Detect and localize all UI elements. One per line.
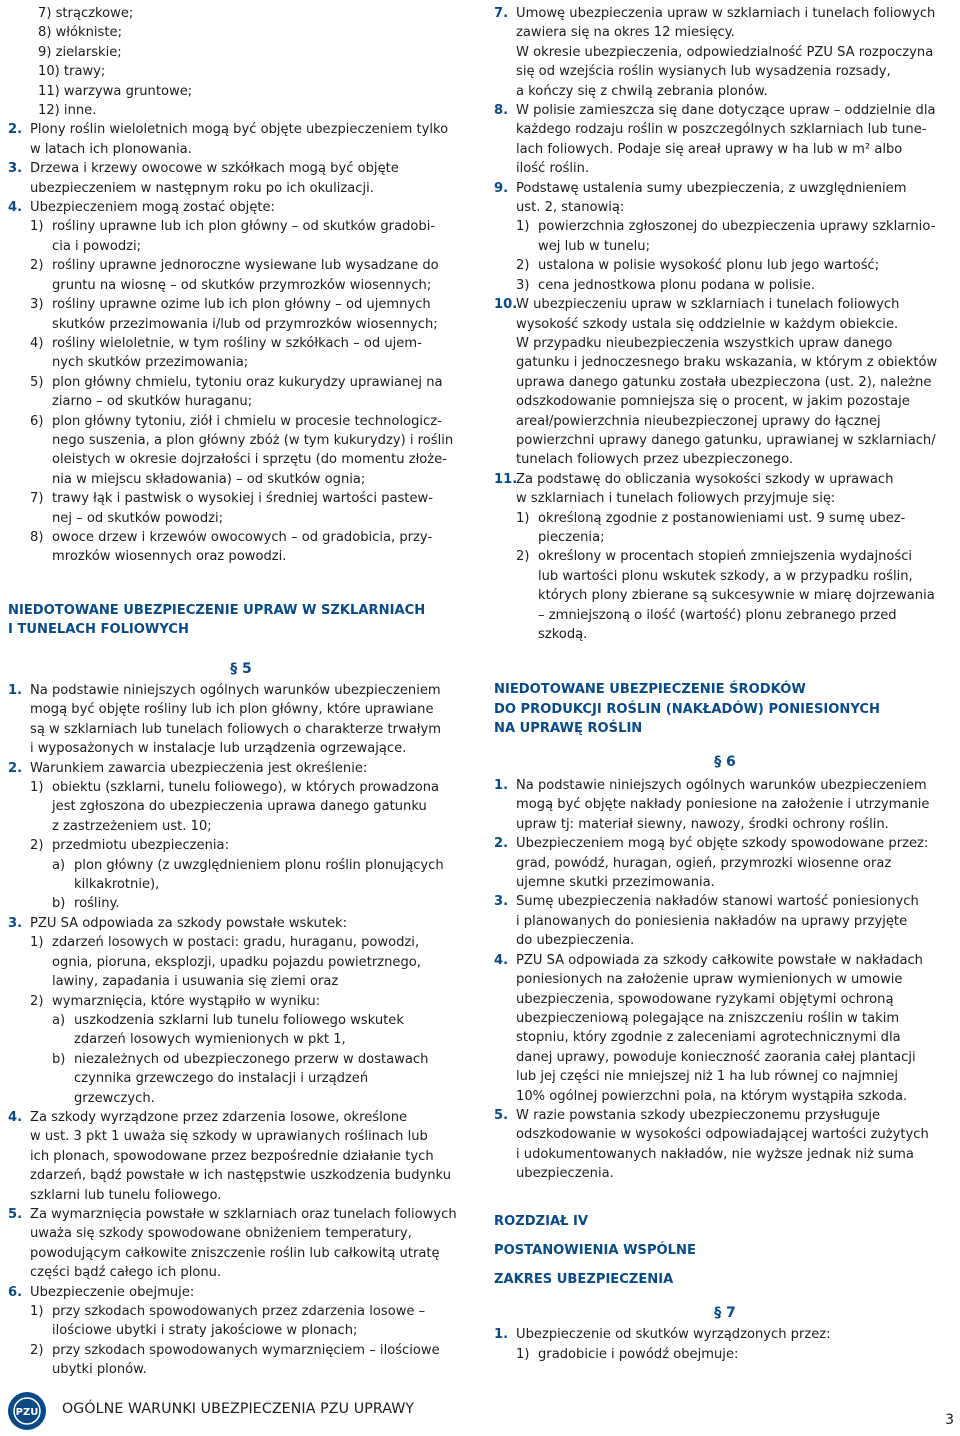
- text-line: i wyposażonych w instalacje lub urządzenia ogrzewające.: [30, 741, 407, 757]
- item-number: 7.: [494, 6, 509, 21]
- text-line: uprawa danego gatunku została ubezpieczona (ust. 2), należne: [516, 374, 932, 390]
- text-line: uszkodzenia szklarni lub tunelu foliowego wskutek: [74, 1012, 404, 1028]
- sub-item: [516, 256, 956, 275]
- item-number: 8.: [494, 103, 509, 119]
- sub-item: [516, 509, 956, 548]
- item-number: 1.: [494, 1327, 509, 1343]
- text-line: powodującym całkowite zniszczenie roślin lub całkowitą utratę: [30, 1245, 440, 1261]
- sub-marker: 2): [516, 258, 530, 274]
- text-line: W okresie ubezpieczenia, odpowiedzialność PZU SA rozpoczyna: [516, 44, 934, 60]
- text-line: Ubezpieczeniem mogą zostać objęte:: [30, 200, 275, 216]
- text-line: rośliny wieloletnie, w tym rośliny w szkółkach – od ujem-: [52, 335, 422, 351]
- text-line: każdego rodzaju roślin w poszczególnych szklarniach lub tune-: [516, 122, 927, 138]
- text-line: PZU SA odpowiada za szkody całkowite powstałe w nakładach: [516, 952, 923, 968]
- numbered-item: [8, 1205, 474, 1283]
- text-line: Za podstawę do obliczania wysokości szkody w uprawach: [516, 471, 894, 487]
- text-line: gradobicie i powódź obejmuje:: [538, 1346, 739, 1362]
- right-column: [494, 4, 956, 1364]
- text-line: gruntu na wiosnę – od skutków przymrozków wiosennych;: [52, 277, 432, 293]
- text-line: poniesionych na założenie upraw wymienionych w umowie: [516, 972, 903, 988]
- item-number: 4.: [8, 200, 23, 216]
- chapter-subtitle: ZAKRES UBEZPIECZENIA: [494, 1272, 674, 1288]
- section-heading: DO PRODUKCJI ROŚLIN (NAKŁADÓW) PONIESIONYCH: [494, 701, 880, 717]
- numbered-item: [8, 159, 474, 198]
- text-line: W polisie zamieszcza się dane dotyczące upraw – oddzielnie dla: [516, 103, 936, 119]
- sub-marker: 1): [30, 1304, 44, 1319]
- text-line: rośliny uprawne jednoroczne wysiewane lub wysadzane do: [52, 258, 439, 274]
- text-line: się od wzejścia roślin wysianych lub wysadzenia rozsady,: [516, 64, 891, 80]
- text-line: nego suszenia, a plon główny zbóż (w tym kukurydzy) i roślin: [52, 432, 454, 448]
- item-number: 2.: [8, 122, 23, 138]
- text-line: ust. 2, stanowią:: [516, 200, 625, 216]
- numbered-item: [494, 834, 956, 892]
- text-line: ognia, pioruna, eksplozji, upadku pojazdu powietrznego,: [52, 954, 421, 970]
- sub-marker: 2): [30, 993, 44, 1009]
- text-line: grad, powódź, huragan, ogień, przymrozki wiosenne oraz: [516, 855, 892, 871]
- text-line: ziarno – od skutków huraganu;: [52, 394, 253, 410]
- sub-marker: 6): [30, 413, 44, 429]
- paragraph-sign: § 5: [230, 660, 252, 677]
- text-line: wysokość szkody ustala się oddzielnie w każdym obiekcie.: [516, 316, 899, 332]
- text-line: określoną zgodnie z postanowieniami ust. 9 sumę ubez-: [538, 510, 906, 526]
- sub-item: [30, 373, 474, 412]
- list-line: 7) strączkowe;: [38, 6, 134, 21]
- text-line: Ubezpieczenie od skutków wyrządzonych przez:: [516, 1327, 831, 1343]
- text-line: ich plonach, spowodowane przez bezpośrednie działanie tych: [30, 1148, 434, 1164]
- text-line: ilościowe ubytki i straty jakościowe w plonach;: [52, 1323, 358, 1339]
- text-line: skutków przezimowania i/lub od przymrozków wiosennych;: [52, 316, 438, 332]
- text-line: W razie powstania szkody ubezpieczonemu przysługuje: [516, 1107, 881, 1123]
- sub-item: [30, 295, 474, 334]
- text-line: mogą być objęte rośliny lub ich plon główny, które uprawiane: [30, 702, 434, 718]
- text-line: Ubezpieczenie obejmuje:: [30, 1284, 195, 1300]
- sub-sub-item: [30, 856, 474, 895]
- text-line: i planowanych do poniesienia nakładów na uprawy przyjęte: [516, 913, 908, 929]
- sub-marker: 2): [516, 549, 530, 565]
- sub-marker: 1): [516, 1346, 530, 1362]
- numbered-item: [494, 179, 956, 295]
- text-line: Podstawę ustalenia sumy ubezpieczenia, z uwzględnieniem: [516, 180, 907, 196]
- text-line: rośliny.: [74, 896, 120, 912]
- text-line: Drzewa i krzewy owocowe w szkółkach mogą być objęte: [30, 161, 399, 177]
- text-line: przy szkodach spowodowanych przez zdarzenia losowe –: [52, 1304, 426, 1319]
- sub-marker: 2): [30, 1342, 44, 1358]
- text-line: ubezpieczenia, spowodowane ryzykami objętymi ochroną: [516, 991, 894, 1007]
- sub-item: [516, 217, 956, 256]
- item-number: 2.: [494, 836, 509, 852]
- list-line: 12) inne.: [38, 103, 97, 119]
- paragraph-sign: § 7: [714, 1304, 736, 1321]
- text-line: W ubezpieczeniu upraw w szklarniach i tunelach foliowych: [516, 297, 900, 313]
- sub-marker: a): [52, 1012, 66, 1028]
- numbered-item: [494, 1106, 956, 1184]
- text-line: Warunkiem zawarcia ubezpieczenia jest określenie:: [30, 760, 368, 776]
- numbered-item: [494, 295, 956, 470]
- text-line: Ubezpieczeniem mogą być objęte szkody spowodowane przez:: [516, 836, 929, 852]
- numbered-item: [494, 101, 956, 179]
- text-line: rośliny uprawne ozime lub ich plon główny – od ujemnych: [52, 297, 431, 313]
- sub-marker: 8): [30, 529, 44, 545]
- text-line: odszkodowanie pomniejsza się o procent, w jakim pozostaje: [516, 394, 910, 410]
- sub-item: [30, 992, 474, 1011]
- item-number: 1.: [494, 778, 509, 794]
- item-number: 3.: [8, 161, 23, 177]
- numbered-item: [8, 759, 474, 914]
- text-line: stopniu, który zgodnie z zaleceniami agrotechnicznymi dla: [516, 1030, 901, 1046]
- text-line: lub jej części nie mniejszej niż 1 ha lub równej co najmniej: [516, 1069, 898, 1085]
- sub-item: [516, 1345, 956, 1364]
- text-line: nej – od skutków powodzi;: [52, 510, 224, 526]
- sub-sub-item: [30, 1011, 474, 1050]
- text-line: Plony roślin wieloletnich mogą być objęte ubezpieczeniem tylko: [30, 122, 449, 138]
- text-line: cia i powodzi;: [52, 238, 142, 254]
- item-number: 9.: [494, 180, 509, 196]
- sub-marker: 1): [516, 510, 530, 526]
- sub-item: [30, 778, 474, 836]
- sub-marker: a): [52, 857, 66, 873]
- chapter-title: POSTANOWIENIA WSPÓLNE: [494, 1242, 696, 1258]
- item-number: 3.: [8, 915, 23, 931]
- sub-item: [30, 412, 474, 490]
- list-line: 11) warzywa gruntowe;: [38, 83, 193, 99]
- text-line: Za szkody wyrządzone przez zdarzenia losowe, określone: [30, 1109, 408, 1125]
- text-line: lawiny, zapadania i usuwania się ziemi oraz: [52, 974, 339, 990]
- text-line: zdarzeń losowych w postaci: gradu, huraganu, powodzi,: [52, 935, 420, 951]
- pzu-logo: [8, 1392, 46, 1430]
- text-line: 10% ogólnej powierzchni pola, na którym wystąpiła szkoda.: [516, 1088, 908, 1104]
- text-line: przy szkodach spowodowanych wymarznięciem – ilościowe: [52, 1342, 440, 1358]
- text-line: mogą być objęte nakłady poniesione na założenie i utrzymanie: [516, 797, 930, 813]
- text-line: grzewczych.: [74, 1090, 155, 1106]
- text-line: Umowę ubezpieczenia upraw w szklarniach i tunelach foliowych: [516, 6, 936, 21]
- item-number: 5.: [494, 1107, 509, 1123]
- text-line: nych skutków przezimowania;: [52, 355, 249, 371]
- section-6-list: [494, 776, 956, 1184]
- sub-item: [30, 933, 474, 991]
- sub-marker: 2): [30, 258, 44, 274]
- item-number: 3.: [494, 894, 509, 910]
- text-line: ilość roślin.: [516, 161, 590, 177]
- text-line: zdarzeń, bądź powstałe w ich następstwie uszkodzenia budynku: [30, 1168, 452, 1184]
- text-line: uważa się szkody spowodowane obniżeniem temperatury,: [30, 1226, 412, 1242]
- sub-marker: b): [52, 896, 66, 912]
- sub-marker: 7): [30, 491, 44, 507]
- text-line: w ust. 3 pkt 1 uważa się szkody w uprawianych roślinach lub: [30, 1129, 428, 1145]
- sub-marker: 1): [30, 935, 44, 951]
- sub-sub-item: [30, 1050, 474, 1108]
- numbered-item: [8, 120, 474, 159]
- item-number: 10.: [494, 297, 518, 313]
- text-line: tunelach foliowych przez ubezpieczonego.: [516, 452, 794, 468]
- section-heading: I TUNELACH FOLIOWYCH: [8, 622, 189, 638]
- text-line: ustalona w polisie wysokość plonu lub jego wartość;: [538, 258, 880, 274]
- section-heading: NIEDOTOWANE UBEZPIECZENIE UPRAW W SZKLARNIACH: [8, 602, 426, 618]
- numbered-item: [494, 1325, 956, 1364]
- text-line: plon główny chmielu, tytoniu oraz kukurydzy uprawianej na: [52, 374, 443, 390]
- list-line: 8) włókniste;: [38, 25, 122, 41]
- text-line: ubytki plonów.: [52, 1362, 147, 1378]
- numbered-item: [8, 914, 474, 1108]
- list-line: 10) trawy;: [38, 64, 106, 80]
- sub-marker: b): [52, 1051, 66, 1067]
- text-line: ubezpieczenia.: [516, 1166, 614, 1182]
- text-line: a kończy się z chwilą zebrania plonów.: [516, 83, 768, 99]
- text-line: oleistych w okresie dojrzałości i sprzętu (do momentu złoże-: [52, 452, 447, 468]
- item-number: 11.: [494, 471, 518, 487]
- sub-item: [30, 256, 474, 295]
- sub-item: [30, 334, 474, 373]
- text-line: Sumę ubezpieczenia nakładów stanowi wartość poniesionych: [516, 894, 919, 910]
- text-line: czynnika grzewczego do instalacji i urządzeń: [74, 1071, 369, 1087]
- text-line: odszkodowanie w wysokości odpowiadającej wartości zużytych: [516, 1127, 929, 1143]
- text-line: ubezpieczeniem w następnym roku po ich okulizacji.: [30, 180, 374, 196]
- sub-marker: 1): [30, 780, 44, 796]
- numbered-item: [494, 470, 956, 645]
- text-line: owoce drzew i krzewów owocowych – od gradobicia, przy-: [52, 529, 433, 545]
- text-line: trawy łąk i pastwisk o wysokiej i średniej wartości pastew-: [52, 491, 433, 507]
- text-line: części bądź całego ich plonu.: [30, 1265, 222, 1281]
- text-line: w latach ich plonowania.: [30, 141, 192, 157]
- text-line: areał/powierzchnia nieubezpieczonej uprawy do łącznej: [516, 413, 881, 429]
- sub-item: [30, 528, 474, 567]
- text-line: rośliny uprawne lub ich plon główny – od skutków gradobi-: [52, 219, 436, 235]
- text-line: są w szklarniach lub tunelach foliowych o charakterze trwałym: [30, 721, 441, 737]
- sub-marker: 1): [516, 219, 530, 235]
- text-line: których plony zbierane są sukcesywnie w miarę dojrzewania: [538, 588, 935, 604]
- item-number: 4.: [8, 1109, 23, 1125]
- numbered-item: [8, 681, 474, 759]
- text-line: gatunku i jednoczesnego braku wskazania, w którym z obiektów: [516, 355, 938, 371]
- sub-marker: 2): [30, 838, 44, 854]
- text-line: przedmiotu ubezpieczenia:: [52, 838, 229, 854]
- sub-item: [30, 836, 474, 855]
- numbered-item: [8, 1283, 474, 1380]
- sub-marker: 3): [30, 297, 44, 313]
- footer-title: OGÓLNE WARUNKI UBEZPIECZENIA PZU UPRAWY: [62, 1401, 415, 1417]
- text-line: obiektu (szklarni, tunelu foliowego), w których prowadzona: [52, 780, 440, 796]
- text-line: do ubezpieczenia.: [516, 933, 635, 949]
- sub-item: [516, 276, 956, 295]
- text-line: pieczenia;: [538, 529, 605, 545]
- sub-marker: 1): [30, 219, 44, 235]
- numbered-item: [494, 4, 956, 101]
- text-line: upraw tj: materiał siewny, nawozy, środki ochrony roślin.: [516, 816, 889, 832]
- section-heading: NA UPRAWĘ ROŚLIN: [494, 721, 643, 737]
- section-heading: NIEDOTOWANE UBEZPIECZENIE ŚRODKÓW: [494, 682, 806, 698]
- text-line: danej uprawy, powoduje konieczność zaorania całej plantacji: [516, 1049, 916, 1065]
- text-line: powierzchni uprawy danego gatunku, uprawianej w szklarniach/: [516, 432, 936, 448]
- item-number: 5.: [8, 1206, 23, 1222]
- text-line: szkodą.: [538, 627, 588, 642]
- pzu-logo-icon: [8, 1392, 46, 1430]
- page-number: 3: [945, 1412, 954, 1428]
- sub-item: [30, 1341, 474, 1380]
- text-line: wej lub w tunelu;: [538, 238, 650, 254]
- sub-item: [30, 489, 474, 528]
- text-line: z zastrzeżeniem ust. 10;: [52, 818, 212, 834]
- text-line: W przypadku nieubezpieczenia wszystkich upraw danego: [516, 335, 893, 351]
- text-line: w szklarniach i tunelach foliowych przyjmuje się:: [516, 491, 836, 507]
- left-column: [8, 4, 474, 1380]
- list-line: 9) zielarskie;: [38, 44, 122, 60]
- sublist: [30, 217, 474, 566]
- item-number: 1.: [8, 683, 23, 698]
- item-number: 6.: [8, 1284, 23, 1300]
- text-line: i udokumentowanych nakładów, nie wyższe jednak niż suma: [516, 1146, 914, 1162]
- text-line: Na podstawie niniejszych ogólnych warunków ubezpieczeniem: [516, 778, 927, 794]
- text-line: – zmniejszoną o ilość (wartość) plonu zebranego przed: [538, 607, 897, 623]
- text-line: nia w miejscu składowania) – od skutków ognia;: [52, 471, 366, 487]
- text-line: PZU SA odpowiada za szkody powstałe wskutek:: [30, 915, 348, 931]
- text-line: plon główny tytoniu, ziół i chmielu w procesie technologicz-: [52, 413, 442, 429]
- text-line: wymarznięcia, które wystąpiło w wyniku:: [52, 993, 321, 1009]
- text-line: Na podstawie niniejszych ogólnych warunków ubezpieczeniem: [30, 683, 441, 698]
- sub-item: [30, 217, 474, 256]
- item-number: 2.: [8, 760, 23, 776]
- text-line: zawiera się na okres 12 miesięcy.: [516, 25, 735, 41]
- logo-text: PZU: [15, 1407, 39, 1418]
- text-line: ujemne skutki przezimowania.: [516, 875, 715, 891]
- text-line: zdarzeń losowych wymienionych w pkt 1,: [74, 1032, 346, 1048]
- text-line: określony w procentach stopień zmniejszenia wydajności: [538, 549, 913, 565]
- text-line: mrozków wiosennych oraz powodzi.: [52, 549, 287, 565]
- text-line: lub wartości plonu wskutek szkody, a w przypadku roślin,: [538, 568, 913, 584]
- text-line: niezależnych od ubezpieczonego przerw w dostawach: [74, 1051, 429, 1067]
- chapter-number: ROZDZIAŁ IV: [494, 1213, 589, 1229]
- list-item: [8, 4, 474, 120]
- numbered-item: [494, 951, 956, 1106]
- sub-marker: 5): [30, 374, 44, 390]
- text-line: powierzchnia zgłoszonej do ubezpieczenia uprawy szklarnio-: [538, 219, 936, 235]
- sub-marker: 4): [30, 335, 44, 351]
- text-line: jest zgłoszona do ubezpieczenia uprawa danego gatunku: [52, 799, 427, 815]
- text-line: cena jednostkowa plonu podana w polisie.: [538, 277, 816, 293]
- sub-marker: 3): [516, 277, 530, 293]
- text-line: Za wymarznięcia powstałe w szklarniach oraz tunelach foliowych: [30, 1206, 457, 1222]
- text-line: lach foliowych. Podaje się areał uprawy w ha lub w m² albo: [516, 141, 903, 157]
- text-line: plon główny (z uwzględnieniem plonu roślin plonujących: [74, 857, 444, 873]
- sub-item: [516, 547, 956, 644]
- numbered-item: [494, 892, 956, 950]
- text-line: kilkakrotnie),: [74, 877, 160, 893]
- numbered-item: [494, 776, 956, 834]
- text-line: ubezpieczeniową polegające na zniszczeniu roślin w takim: [516, 1010, 900, 1026]
- numbered-item: [8, 1108, 474, 1205]
- text-line: szklarni lub tunelu foliowego.: [30, 1187, 222, 1203]
- sub-sub-item: [30, 894, 474, 913]
- paragraph-sign: § 6: [714, 753, 736, 770]
- numbered-item: [8, 198, 474, 567]
- sub-item: [30, 1302, 474, 1341]
- item-number: 4.: [494, 952, 509, 968]
